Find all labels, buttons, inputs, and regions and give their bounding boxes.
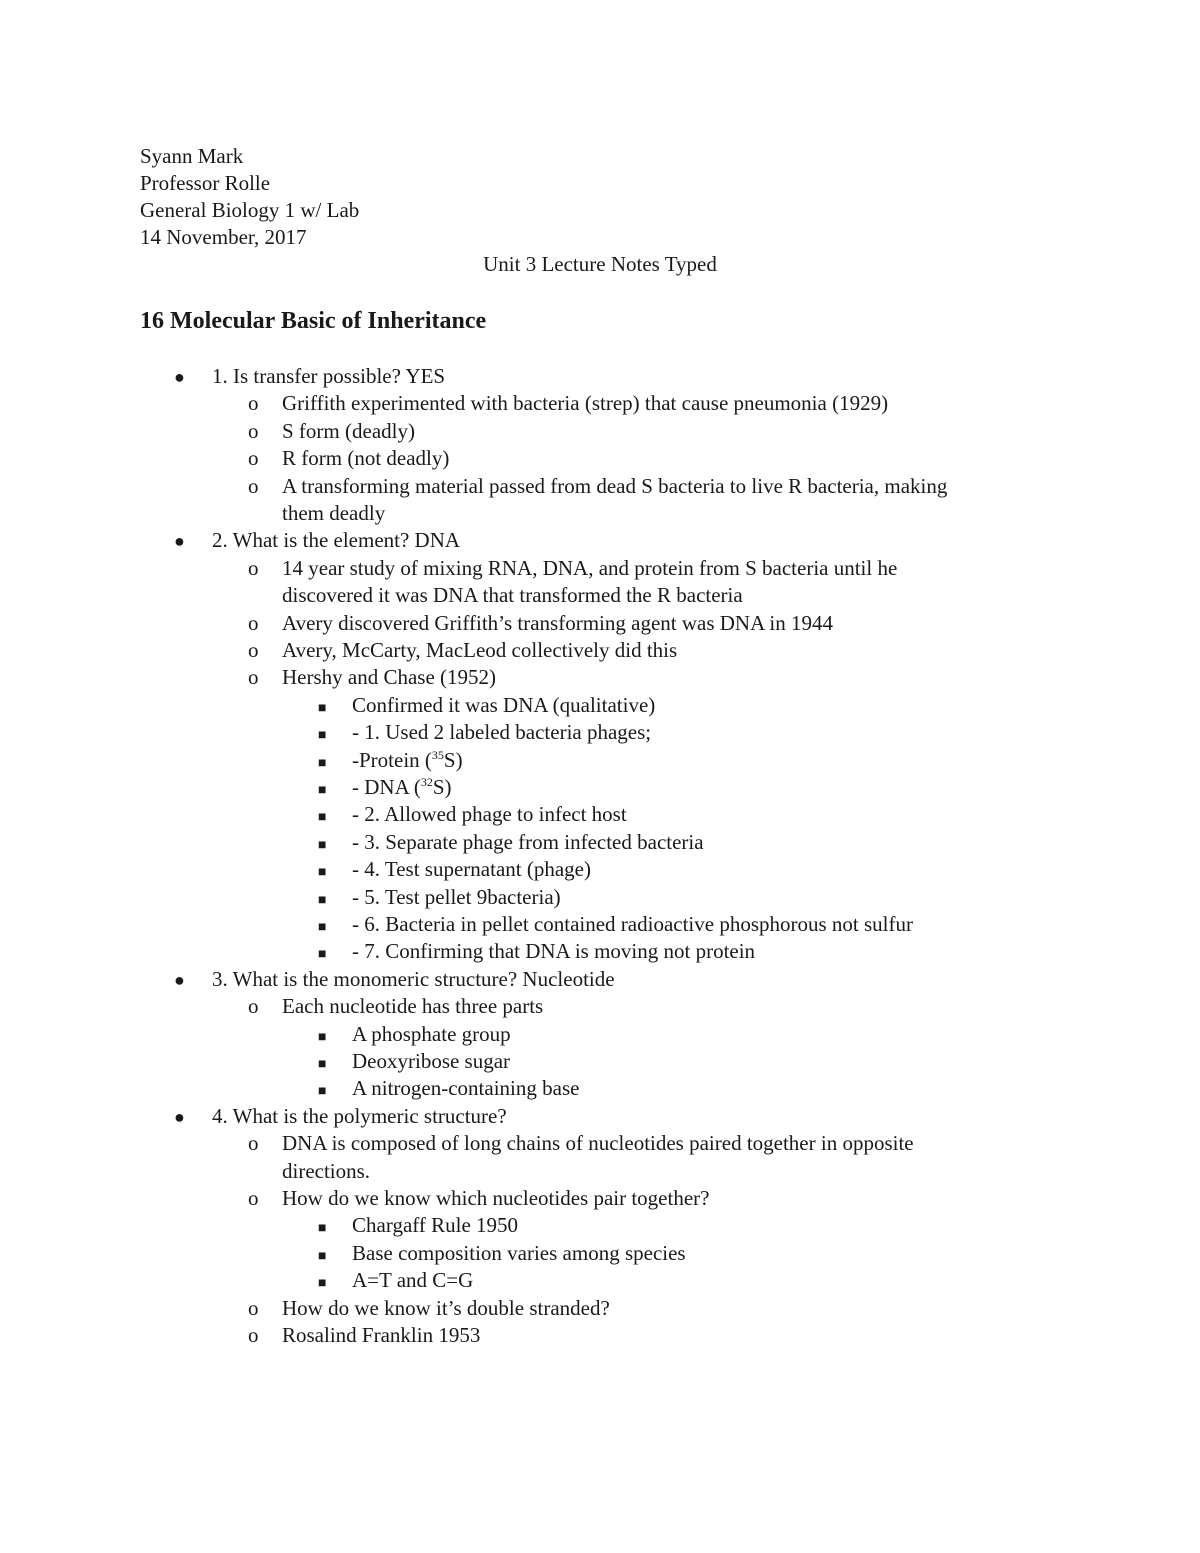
bullet-marker: ● [174, 969, 185, 990]
list-item-text: - 2. Allowed phage to infect host [352, 802, 627, 827]
square-marker: ■ [318, 783, 327, 798]
list-item-text: - 3. Separate phage from infected bacteria [352, 829, 704, 854]
student-name: Syann Mark [140, 144, 244, 168]
list-item [282, 1322, 480, 1349]
list-item [282, 637, 677, 664]
bullet-marker: ● [174, 367, 185, 387]
list-item-text: How do we know it’s double stranded? [282, 1295, 610, 1320]
list-item-text: Deoxyribose sugar [352, 1049, 511, 1073]
square-marker: ■ [318, 755, 327, 771]
square-marker: ■ [318, 1084, 327, 1100]
list-item-text: directions. [282, 1158, 371, 1183]
list-item [282, 473, 947, 500]
list-item-continuation [282, 500, 385, 527]
circle-marker: o [248, 555, 259, 580]
list-item [212, 527, 460, 554]
list-item-text: How do we know which nucleotides pair together? [282, 1186, 710, 1210]
square-marker: ■ [318, 700, 327, 716]
list-item [282, 664, 496, 691]
list-item [352, 1075, 579, 1102]
list-item [352, 774, 452, 801]
list-item [212, 966, 615, 993]
list-item [352, 1267, 473, 1294]
circle-marker: o [248, 1323, 259, 1347]
circle-marker: o [248, 1295, 259, 1320]
list-item-text: - 5. Test pellet 9bacteria) [352, 884, 561, 909]
square-marker: ■ [318, 865, 327, 881]
course-name: General Biology 1 w/ Lab [140, 198, 360, 222]
bullet-marker: ● [174, 531, 185, 552]
circle-marker: o [248, 473, 259, 498]
list-item-text: Base composition varies among species [352, 1240, 686, 1265]
document-date: 14 November, 2017 [140, 225, 307, 249]
list-item-text: Confirmed it was DNA (qualitative) [352, 692, 656, 717]
list-item-continuation [282, 582, 743, 609]
list-item [352, 801, 627, 828]
list-item-text: Griffith experimented with bacteria (strep) that cause pneumonia (1929) [282, 391, 889, 416]
list-item [352, 1212, 518, 1239]
list-item [212, 1103, 507, 1130]
list-item [352, 692, 655, 719]
list-item-text-after: S) [432, 775, 452, 799]
square-marker: ■ [318, 1057, 327, 1072]
circle-marker: o [248, 418, 259, 443]
list-item-text: A phosphate group [352, 1021, 511, 1046]
list-item-text-after: S) [443, 747, 463, 772]
list-item-text: 14 year study of mixing RNA, DNA, and protein from S bacteria until he [282, 555, 898, 580]
section-heading: 16 Molecular Basic of Inheritance [140, 308, 487, 334]
list-item-text: Avery discovered Griffith’s transforming agent was DNA in 1944 [282, 610, 833, 635]
list-item-text: Each nucleotide has three parts [282, 994, 544, 1019]
list-item [352, 856, 591, 883]
list-item-text: - 1. Used 2 labeled bacteria phages; [352, 720, 652, 745]
list-item-text: Rosalind Franklin 1953 [282, 1323, 481, 1347]
list-item-text: A nitrogen-containing base [352, 1076, 580, 1101]
list-item-text: - 4. Test supernatant (phage) [352, 857, 591, 882]
list-item-text: 1. Is transfer possible? YES [212, 364, 446, 388]
circle-marker: o [248, 446, 259, 471]
list-item [352, 938, 755, 965]
list-item [352, 1240, 686, 1267]
square-marker: ■ [318, 1248, 327, 1264]
list-item [352, 1021, 511, 1048]
list-item-text: A transforming material passed from dead S bacteria to live R bacteria, making [282, 473, 948, 498]
list-item [282, 418, 415, 445]
square-marker: ■ [318, 1029, 327, 1045]
list-item-text: - 7. Confirming that DNA is moving not protein [352, 939, 756, 964]
list-item [282, 555, 897, 582]
list-item-text: 4. What is the polymeric structure? [212, 1103, 507, 1128]
professor-name: Professor Rolle [140, 171, 271, 195]
list-item [282, 610, 833, 637]
list-item-text: A=T and C=G [352, 1268, 474, 1293]
bullet-marker: ● [174, 1106, 185, 1127]
list-item [352, 1048, 510, 1075]
square-marker: ■ [318, 837, 327, 853]
circle-marker: o [248, 665, 259, 690]
list-item-text: S form (deadly) [282, 418, 415, 443]
square-marker: ■ [318, 920, 327, 935]
list-item-text: 2. What is the element? DNA [212, 528, 461, 553]
list-item-text: Avery, McCarty, MacLeod collectively did this [282, 638, 678, 662]
circle-marker: o [248, 610, 259, 635]
circle-marker: o [248, 1186, 259, 1210]
list-item [282, 390, 888, 417]
square-marker: ■ [318, 947, 327, 963]
list-item [282, 993, 543, 1020]
document-title: Unit 3 Lecture Notes Typed [483, 252, 717, 276]
list-item [282, 1295, 610, 1322]
list-item-text: R form (not deadly) [282, 446, 450, 471]
list-item-text: -Protein ( [352, 747, 432, 772]
list-item-continuation [282, 1158, 370, 1185]
list-item [282, 1185, 709, 1212]
circle-marker: o [248, 994, 259, 1019]
list-item-text: them deadly [282, 501, 386, 525]
circle-marker: o [248, 1131, 259, 1156]
square-marker: ■ [318, 892, 327, 908]
circle-marker: o [248, 638, 259, 662]
list-item [282, 445, 449, 472]
square-marker: ■ [318, 728, 327, 744]
list-item [352, 884, 561, 911]
list-item [212, 363, 445, 390]
square-marker: ■ [318, 1221, 327, 1237]
list-item [352, 747, 463, 774]
list-item [352, 829, 704, 856]
isotope-superscript: 32 [420, 775, 433, 789]
list-item-text: DNA is composed of long chains of nucleotides paired together in opposite [282, 1131, 914, 1156]
square-marker: ■ [318, 810, 327, 826]
list-item-text: - 6. Bacteria in pellet contained radioactive phosphorous not sulfur [352, 912, 914, 936]
list-item-text: discovered it was DNA that transformed the R bacteria [282, 583, 743, 608]
list-item-text: 3. What is the monomeric structure? Nucleotide [212, 966, 615, 991]
list-item-text: Chargaff Rule 1950 [352, 1213, 519, 1238]
list-item [282, 1130, 914, 1157]
list-item-text: - DNA ( [352, 775, 421, 799]
list-item [352, 719, 651, 746]
isotope-superscript: 35 [431, 747, 444, 762]
circle-marker: o [248, 391, 259, 416]
list-item [352, 911, 913, 938]
square-marker: ■ [318, 1276, 327, 1292]
list-item-text: Hershy and Chase (1952) [282, 665, 497, 690]
